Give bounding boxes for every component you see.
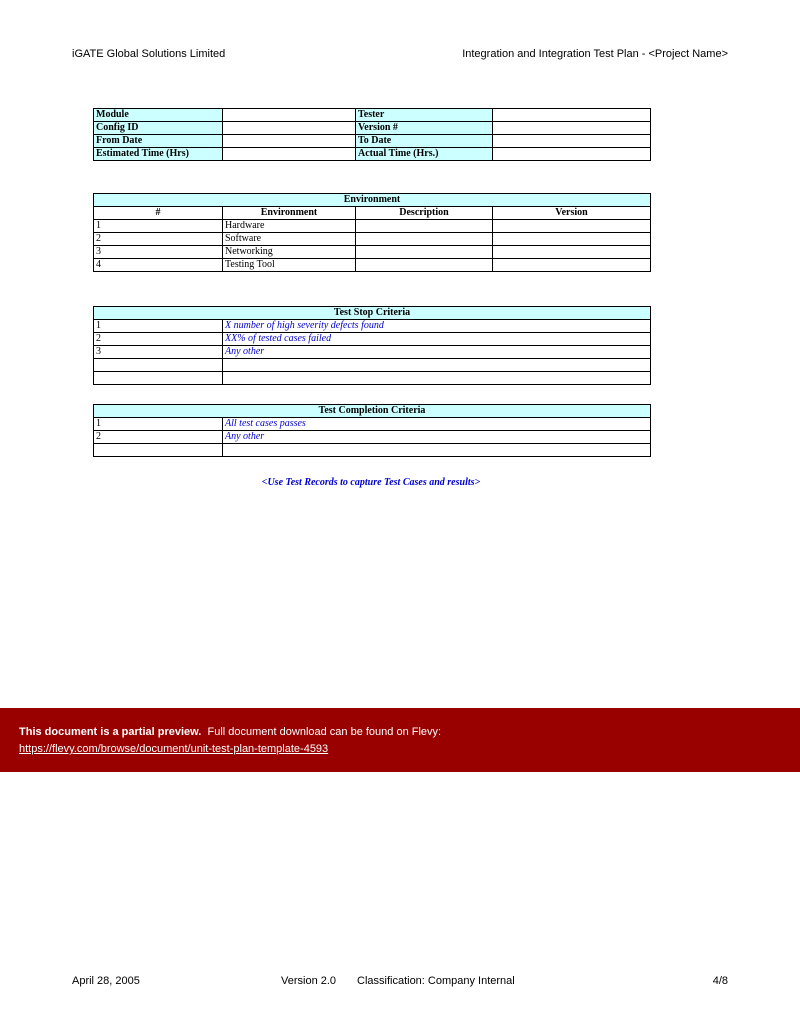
test-records-note: <Use Test Records to capture Test Cases and results>: [261, 477, 481, 488]
version-value[interactable]: [493, 122, 651, 135]
version-cell[interactable]: [493, 246, 651, 259]
estimated-time-label: Estimated Time (Hrs): [94, 148, 223, 161]
flevy-download-link[interactable]: https://flevy.com/browse/document/unit-test-plan-template-4593: [19, 743, 329, 755]
row-number: 2: [94, 333, 223, 346]
header-doc-title: Integration and Integration Test Plan - <Project Name>: [462, 48, 728, 60]
banner-message: [19, 726, 441, 738]
footer-date: April 28, 2005: [72, 975, 140, 987]
environment-table-title: Environment: [94, 194, 651, 207]
version-cell[interactable]: [493, 233, 651, 246]
criteria-cell[interactable]: [223, 372, 651, 385]
criteria-cell[interactable]: [223, 444, 651, 457]
row-number: [94, 444, 223, 457]
table-row: [94, 444, 651, 457]
column-header: Version: [493, 207, 651, 220]
table-row: [94, 135, 651, 148]
to-date-label: To Date: [356, 135, 493, 148]
table-row: [94, 109, 651, 122]
footer-page-number: 4/8: [712, 975, 728, 987]
environment-cell: Hardware: [223, 220, 356, 233]
estimated-time-value[interactable]: [223, 148, 356, 161]
table-title-row: [94, 194, 651, 207]
table-row: [94, 372, 651, 385]
row-number: [94, 359, 223, 372]
footer-version: Version 2.0: [281, 975, 337, 987]
version-cell[interactable]: [493, 220, 651, 233]
criteria-cell[interactable]: Any other: [223, 431, 651, 444]
from-date-label: From Date: [94, 135, 223, 148]
test-stop-criteria-title: Test Stop Criteria: [94, 307, 651, 320]
table-row: [94, 246, 651, 259]
description-cell[interactable]: [356, 259, 493, 272]
table-row: [94, 320, 651, 333]
environment-cell: Networking: [223, 246, 356, 259]
table-row: [94, 148, 651, 161]
description-cell[interactable]: [356, 220, 493, 233]
actual-time-value[interactable]: [493, 148, 651, 161]
tester-label: Tester: [356, 109, 493, 122]
banner-bold-text: This document is a partial preview.: [19, 726, 202, 738]
environment-cell: Testing Tool: [223, 259, 356, 272]
module-label: Module: [94, 109, 223, 122]
criteria-cell[interactable]: XX% of tested cases failed: [223, 333, 651, 346]
table-title-row: [94, 307, 651, 320]
table-row: [94, 122, 651, 135]
table-header-row: [94, 207, 651, 220]
version-cell[interactable]: [493, 259, 651, 272]
row-number: 1: [94, 320, 223, 333]
table-row: [94, 233, 651, 246]
header-company: iGATE Global Solutions Limited: [72, 48, 226, 60]
test-completion-criteria-table: [93, 404, 651, 457]
from-date-value[interactable]: [223, 135, 356, 148]
column-header: #: [94, 207, 223, 220]
criteria-cell[interactable]: All test cases passes: [223, 418, 651, 431]
version-label: Version #: [356, 122, 493, 135]
row-number: 3: [94, 346, 223, 359]
column-header: Environment: [223, 207, 356, 220]
table-row: [94, 220, 651, 233]
table-row: [94, 359, 651, 372]
table-row: [94, 418, 651, 431]
row-number: 2: [94, 431, 223, 444]
criteria-cell[interactable]: [223, 359, 651, 372]
table-row: [94, 346, 651, 359]
module-value[interactable]: [223, 109, 356, 122]
row-number: 2: [94, 233, 223, 246]
row-number: 1: [94, 220, 223, 233]
config-id-label: Config ID: [94, 122, 223, 135]
preview-banner: [0, 708, 800, 772]
criteria-cell[interactable]: X number of high severity defects found: [223, 320, 651, 333]
environment-table: [93, 193, 651, 272]
description-cell[interactable]: [356, 246, 493, 259]
tester-value[interactable]: [493, 109, 651, 122]
footer-classification: Classification: Company Internal: [357, 975, 515, 987]
row-number: 4: [94, 259, 223, 272]
table-row: [94, 431, 651, 444]
environment-cell: Software: [223, 233, 356, 246]
column-header: Description: [356, 207, 493, 220]
config-id-value[interactable]: [223, 122, 356, 135]
description-cell[interactable]: [356, 233, 493, 246]
module-info-table: [93, 108, 651, 161]
table-title-row: [94, 405, 651, 418]
row-number: 3: [94, 246, 223, 259]
criteria-cell[interactable]: Any other: [223, 346, 651, 359]
test-stop-criteria-table: [93, 306, 651, 385]
row-number: 1: [94, 418, 223, 431]
banner-text: Full document download can be found on Flevy:: [207, 726, 442, 738]
to-date-value[interactable]: [493, 135, 651, 148]
table-row: [94, 333, 651, 346]
actual-time-label: Actual Time (Hrs.): [356, 148, 493, 161]
row-number: [94, 372, 223, 385]
table-row: [94, 259, 651, 272]
test-completion-criteria-title: Test Completion Criteria: [94, 405, 651, 418]
